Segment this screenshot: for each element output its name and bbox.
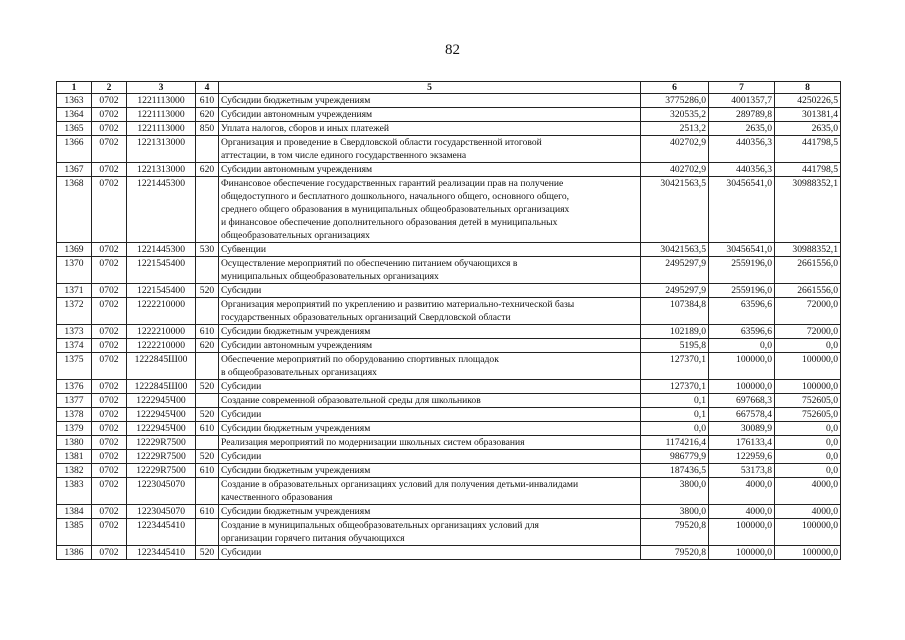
amount-2024-cell: 289789,8 bbox=[709, 108, 775, 122]
section-code-cell: 0702 bbox=[92, 546, 127, 560]
amount-2025-cell: 72000,0 bbox=[775, 298, 841, 325]
amount-2023-cell: 127370,1 bbox=[641, 353, 709, 380]
expense-type-cell: 620 bbox=[196, 163, 219, 177]
row-number-cell: 1374 bbox=[57, 339, 92, 353]
column-header: 3 bbox=[127, 82, 196, 94]
section-code-cell: 0702 bbox=[92, 464, 127, 478]
description-line: Финансовое обеспечение государственных гарантий реализации прав на получение bbox=[221, 178, 564, 189]
section-code-cell: 0702 bbox=[92, 408, 127, 422]
description-line: Субсидии автономным учреждениям bbox=[221, 109, 373, 120]
row-number-cell: 1381 bbox=[57, 450, 92, 464]
description-cell bbox=[219, 546, 641, 560]
amount-2024-cell: 63596,6 bbox=[709, 298, 775, 325]
amount-2025-cell: 4000,0 bbox=[775, 505, 841, 519]
description-line: Субсидии бюджетным учреждениям bbox=[221, 506, 371, 517]
amount-2023-cell: 0,0 bbox=[641, 422, 709, 436]
amount-2024-cell: 4000,0 bbox=[709, 478, 775, 505]
table-row bbox=[57, 546, 841, 560]
amount-2024-cell: 440356,3 bbox=[709, 163, 775, 177]
description-cell bbox=[219, 422, 641, 436]
description-line: Организация и проведение в Свердловской области государственной итоговой bbox=[221, 137, 542, 148]
section-code-cell: 0702 bbox=[92, 394, 127, 408]
amount-2024-cell: 440356,3 bbox=[709, 136, 775, 163]
column-header: 1 bbox=[57, 82, 92, 94]
target-article-cell: 1222210000 bbox=[127, 298, 196, 325]
description-line: Организация мероприятий по укреплению и развитию материально-технической базы bbox=[221, 299, 575, 310]
table-row bbox=[57, 519, 841, 546]
target-article-cell: 1222945Ч00 bbox=[127, 408, 196, 422]
table-row bbox=[57, 450, 841, 464]
amount-2023-cell: 2495297,9 bbox=[641, 284, 709, 298]
description-cell bbox=[219, 505, 641, 519]
amount-2025-cell: 100000,0 bbox=[775, 519, 841, 546]
description-cell bbox=[219, 243, 641, 257]
description-cell bbox=[219, 394, 641, 408]
amount-2023-cell: 3775286,0 bbox=[641, 94, 709, 108]
description-line: Субсидии бюджетным учреждениям bbox=[221, 465, 371, 476]
section-code-cell: 0702 bbox=[92, 257, 127, 284]
amount-2025-cell: 441798,5 bbox=[775, 136, 841, 163]
description-line: качественного образования bbox=[221, 492, 333, 503]
table-body bbox=[57, 94, 841, 560]
description-line: муниципальных общеобразовательных организациях bbox=[221, 271, 439, 282]
amount-2023-cell: 0,1 bbox=[641, 408, 709, 422]
section-code-cell: 0702 bbox=[92, 177, 127, 243]
column-header: 6 bbox=[641, 82, 709, 94]
amount-2025-cell: 100000,0 bbox=[775, 353, 841, 380]
target-article-cell: 1221113000 bbox=[127, 122, 196, 136]
section-code-cell: 0702 bbox=[92, 436, 127, 450]
section-code-cell: 0702 bbox=[92, 380, 127, 394]
section-code-cell: 0702 bbox=[92, 122, 127, 136]
amount-2023-cell: 102189,0 bbox=[641, 325, 709, 339]
amount-2024-cell: 53173,8 bbox=[709, 464, 775, 478]
row-number-cell: 1379 bbox=[57, 422, 92, 436]
description-cell bbox=[219, 163, 641, 177]
row-number-cell: 1368 bbox=[57, 177, 92, 243]
row-number-cell: 1382 bbox=[57, 464, 92, 478]
table-row bbox=[57, 257, 841, 284]
amount-2024-cell: 63596,6 bbox=[709, 325, 775, 339]
target-article-cell: 1222210000 bbox=[127, 339, 196, 353]
table-row bbox=[57, 122, 841, 136]
description-cell bbox=[219, 298, 641, 325]
description-cell bbox=[219, 353, 641, 380]
target-article-cell: 1221445300 bbox=[127, 177, 196, 243]
description-line: Уплата налогов, сборов и иных платежей bbox=[221, 123, 390, 134]
amount-2024-cell: 176133,4 bbox=[709, 436, 775, 450]
expense-type-cell: 620 bbox=[196, 339, 219, 353]
amount-2024-cell: 2559196,0 bbox=[709, 284, 775, 298]
section-code-cell: 0702 bbox=[92, 339, 127, 353]
target-article-cell: 1222845Ш00 bbox=[127, 380, 196, 394]
expense-type-cell bbox=[196, 136, 219, 163]
amount-2024-cell: 100000,0 bbox=[709, 546, 775, 560]
amount-2025-cell: 441798,5 bbox=[775, 163, 841, 177]
description-line: Субсидии bbox=[221, 409, 262, 420]
row-number-cell: 1363 bbox=[57, 94, 92, 108]
description-cell bbox=[219, 339, 641, 353]
table-row bbox=[57, 394, 841, 408]
amount-2023-cell: 402702,9 bbox=[641, 163, 709, 177]
target-article-cell: 1222845Ш00 bbox=[127, 353, 196, 380]
expense-type-cell: 520 bbox=[196, 408, 219, 422]
column-header: 2 bbox=[92, 82, 127, 94]
description-cell bbox=[219, 408, 641, 422]
description-cell bbox=[219, 436, 641, 450]
table-row bbox=[57, 243, 841, 257]
amount-2025-cell: 30988352,1 bbox=[775, 243, 841, 257]
description-cell bbox=[219, 478, 641, 505]
section-code-cell: 0702 bbox=[92, 163, 127, 177]
target-article-cell: 1223445410 bbox=[127, 546, 196, 560]
description-line: и финансовое обеспечение дополнительного образования детей в муниципальных bbox=[221, 217, 558, 228]
description-line: Субсидии bbox=[221, 451, 262, 462]
section-code-cell: 0702 bbox=[92, 325, 127, 339]
amount-2024-cell: 2635,0 bbox=[709, 122, 775, 136]
table-row bbox=[57, 436, 841, 450]
row-number-cell: 1380 bbox=[57, 436, 92, 450]
expense-type-cell: 850 bbox=[196, 122, 219, 136]
amount-2025-cell: 301381,4 bbox=[775, 108, 841, 122]
description-line: государственных образовательных организаций Свердловской области bbox=[221, 312, 511, 323]
amount-2023-cell: 79520,8 bbox=[641, 546, 709, 560]
description-cell bbox=[219, 380, 641, 394]
section-code-cell: 0702 bbox=[92, 519, 127, 546]
header-row bbox=[57, 82, 841, 94]
amount-2024-cell: 122959,6 bbox=[709, 450, 775, 464]
amount-2023-cell: 1174216,4 bbox=[641, 436, 709, 450]
amount-2024-cell: 4000,0 bbox=[709, 505, 775, 519]
amount-2025-cell: 4000,0 bbox=[775, 478, 841, 505]
row-number-cell: 1370 bbox=[57, 257, 92, 284]
table-row bbox=[57, 94, 841, 108]
description-cell bbox=[219, 177, 641, 243]
table-row bbox=[57, 478, 841, 505]
description-cell bbox=[219, 108, 641, 122]
expense-type-cell bbox=[196, 177, 219, 243]
row-number-cell: 1373 bbox=[57, 325, 92, 339]
target-article-cell: 1221313000 bbox=[127, 163, 196, 177]
description-line: аттестации, в том числе единого государственного экзамена bbox=[221, 150, 467, 161]
target-article-cell: 1221313000 bbox=[127, 136, 196, 163]
row-number-cell: 1384 bbox=[57, 505, 92, 519]
amount-2025-cell: 0,0 bbox=[775, 422, 841, 436]
section-code-cell: 0702 bbox=[92, 136, 127, 163]
expense-type-cell bbox=[196, 478, 219, 505]
target-article-cell: 12229R7500 bbox=[127, 464, 196, 478]
expense-type-cell: 520 bbox=[196, 380, 219, 394]
amount-2023-cell: 107384,8 bbox=[641, 298, 709, 325]
section-code-cell: 0702 bbox=[92, 94, 127, 108]
section-code-cell: 0702 bbox=[92, 243, 127, 257]
description-line: Субсидии автономным учреждениям bbox=[221, 164, 373, 175]
amount-2023-cell: 3800,0 bbox=[641, 505, 709, 519]
expense-type-cell bbox=[196, 298, 219, 325]
description-line: Обеспечение мероприятий по оборудованию спортивных площадок bbox=[221, 354, 499, 365]
expense-type-cell: 610 bbox=[196, 422, 219, 436]
description-line: Осуществление мероприятий по обеспечению питанием обучающихся в bbox=[221, 258, 518, 269]
amount-2023-cell: 5195,8 bbox=[641, 339, 709, 353]
expense-type-cell: 610 bbox=[196, 505, 219, 519]
row-number-cell: 1364 bbox=[57, 108, 92, 122]
description-line: организации горячего питания обучающихся bbox=[221, 533, 405, 544]
row-number-cell: 1386 bbox=[57, 546, 92, 560]
target-article-cell: 1221445300 bbox=[127, 243, 196, 257]
amount-2025-cell: 752605,0 bbox=[775, 408, 841, 422]
column-header: 4 bbox=[196, 82, 219, 94]
amount-2025-cell: 2635,0 bbox=[775, 122, 841, 136]
table-row bbox=[57, 422, 841, 436]
expense-type-cell: 520 bbox=[196, 546, 219, 560]
row-number-cell: 1372 bbox=[57, 298, 92, 325]
column-header: 8 bbox=[775, 82, 841, 94]
expense-type-cell: 610 bbox=[196, 94, 219, 108]
row-number-cell: 1367 bbox=[57, 163, 92, 177]
amount-2023-cell: 2513,2 bbox=[641, 122, 709, 136]
description-line: Субсидии автономным учреждениям bbox=[221, 340, 373, 351]
expense-type-cell: 610 bbox=[196, 464, 219, 478]
amount-2025-cell: 0,0 bbox=[775, 436, 841, 450]
row-number-cell: 1377 bbox=[57, 394, 92, 408]
description-line: Создание в муниципальных общеобразовательных организациях условий для bbox=[221, 520, 539, 531]
target-article-cell: 1221545400 bbox=[127, 284, 196, 298]
row-number-cell: 1378 bbox=[57, 408, 92, 422]
section-code-cell: 0702 bbox=[92, 298, 127, 325]
target-article-cell: 1223045070 bbox=[127, 478, 196, 505]
section-code-cell: 0702 bbox=[92, 478, 127, 505]
description-cell bbox=[219, 325, 641, 339]
description-line: Субсидии bbox=[221, 547, 262, 558]
description-line: Субсидии bbox=[221, 381, 262, 392]
amount-2024-cell: 30456541,0 bbox=[709, 243, 775, 257]
budget-table bbox=[56, 81, 841, 560]
target-article-cell: 12229R7500 bbox=[127, 436, 196, 450]
target-article-cell: 1223045070 bbox=[127, 505, 196, 519]
row-number-cell: 1366 bbox=[57, 136, 92, 163]
description-line: среднего общего образования в муниципальных общеобразовательных организациях bbox=[221, 204, 570, 215]
section-code-cell: 0702 bbox=[92, 108, 127, 122]
table-row bbox=[57, 136, 841, 163]
amount-2025-cell: 752605,0 bbox=[775, 394, 841, 408]
table-row bbox=[57, 380, 841, 394]
amount-2024-cell: 100000,0 bbox=[709, 380, 775, 394]
table-row bbox=[57, 464, 841, 478]
amount-2024-cell: 100000,0 bbox=[709, 353, 775, 380]
amount-2024-cell: 30089,9 bbox=[709, 422, 775, 436]
target-article-cell: 1222945Ч00 bbox=[127, 394, 196, 408]
page-number: 82 bbox=[445, 42, 460, 58]
column-header: 7 bbox=[709, 82, 775, 94]
expense-type-cell: 520 bbox=[196, 284, 219, 298]
description-line: Субсидии бюджетным учреждениям bbox=[221, 423, 371, 434]
description-cell bbox=[219, 257, 641, 284]
table-row bbox=[57, 353, 841, 380]
description-line: Субсидии бюджетным учреждениям bbox=[221, 326, 371, 337]
amount-2024-cell: 2559196,0 bbox=[709, 257, 775, 284]
amount-2025-cell: 30988352,1 bbox=[775, 177, 841, 243]
target-article-cell: 1222210000 bbox=[127, 325, 196, 339]
description-cell bbox=[219, 122, 641, 136]
amount-2023-cell: 3800,0 bbox=[641, 478, 709, 505]
description-cell bbox=[219, 450, 641, 464]
table-row bbox=[57, 505, 841, 519]
target-article-cell: 1222945Ч00 bbox=[127, 422, 196, 436]
amount-2023-cell: 986779,9 bbox=[641, 450, 709, 464]
amount-2025-cell: 4250226,5 bbox=[775, 94, 841, 108]
amount-2023-cell: 0,1 bbox=[641, 394, 709, 408]
amount-2024-cell: 0,0 bbox=[709, 339, 775, 353]
expense-type-cell bbox=[196, 519, 219, 546]
target-article-cell: 1223445410 bbox=[127, 519, 196, 546]
amount-2025-cell: 72000,0 bbox=[775, 325, 841, 339]
amount-2024-cell: 4001357,7 bbox=[709, 94, 775, 108]
description-line: общеобразовательных организациях bbox=[221, 230, 370, 241]
table-row bbox=[57, 177, 841, 243]
expense-type-cell bbox=[196, 436, 219, 450]
target-article-cell: 12229R7500 bbox=[127, 450, 196, 464]
table-row bbox=[57, 408, 841, 422]
amount-2025-cell: 0,0 bbox=[775, 339, 841, 353]
amount-2023-cell: 320535,2 bbox=[641, 108, 709, 122]
amount-2025-cell: 100000,0 bbox=[775, 546, 841, 560]
amount-2023-cell: 187436,5 bbox=[641, 464, 709, 478]
section-code-cell: 0702 bbox=[92, 450, 127, 464]
description-line: общедоступного и бесплатного дошкольного, начального общего, основного общего, bbox=[221, 191, 570, 202]
row-number-cell: 1376 bbox=[57, 380, 92, 394]
row-number-cell: 1371 bbox=[57, 284, 92, 298]
expense-type-cell bbox=[196, 353, 219, 380]
expense-type-cell: 520 bbox=[196, 450, 219, 464]
description-cell bbox=[219, 136, 641, 163]
table-row bbox=[57, 325, 841, 339]
target-article-cell: 1221113000 bbox=[127, 94, 196, 108]
expense-type-cell: 620 bbox=[196, 108, 219, 122]
amount-2025-cell: 0,0 bbox=[775, 464, 841, 478]
target-article-cell: 1221113000 bbox=[127, 108, 196, 122]
amount-2023-cell: 127370,1 bbox=[641, 380, 709, 394]
table-row bbox=[57, 284, 841, 298]
column-header: 5 bbox=[219, 82, 641, 94]
amount-2025-cell: 100000,0 bbox=[775, 380, 841, 394]
expense-type-cell bbox=[196, 394, 219, 408]
amount-2024-cell: 667578,4 bbox=[709, 408, 775, 422]
table-row bbox=[57, 298, 841, 325]
amount-2024-cell: 100000,0 bbox=[709, 519, 775, 546]
expense-type-cell: 610 bbox=[196, 325, 219, 339]
row-number-cell: 1375 bbox=[57, 353, 92, 380]
table-row bbox=[57, 108, 841, 122]
target-article-cell: 1221545400 bbox=[127, 257, 196, 284]
section-code-cell: 0702 bbox=[92, 284, 127, 298]
amount-2024-cell: 697668,3 bbox=[709, 394, 775, 408]
description-line: Субвенции bbox=[221, 244, 266, 255]
row-number-cell: 1383 bbox=[57, 478, 92, 505]
table-row bbox=[57, 339, 841, 353]
description-line: Субсидии бюджетным учреждениям bbox=[221, 95, 371, 106]
table-row bbox=[57, 163, 841, 177]
amount-2025-cell: 0,0 bbox=[775, 450, 841, 464]
amount-2023-cell: 30421563,5 bbox=[641, 243, 709, 257]
description-line: Субсидии bbox=[221, 285, 262, 296]
expense-type-cell: 530 bbox=[196, 243, 219, 257]
row-number-cell: 1365 bbox=[57, 122, 92, 136]
amount-2023-cell: 402702,9 bbox=[641, 136, 709, 163]
section-code-cell: 0702 bbox=[92, 422, 127, 436]
amount-2023-cell: 30421563,5 bbox=[641, 177, 709, 243]
description-line: в общеобразовательных организациях bbox=[221, 367, 377, 378]
description-cell bbox=[219, 94, 641, 108]
expense-type-cell bbox=[196, 257, 219, 284]
section-code-cell: 0702 bbox=[92, 505, 127, 519]
amount-2025-cell: 2661556,0 bbox=[775, 257, 841, 284]
description-line: Создание современной образовательной среды для школьников bbox=[221, 395, 481, 406]
amount-2025-cell: 2661556,0 bbox=[775, 284, 841, 298]
description-cell bbox=[219, 284, 641, 298]
amount-2023-cell: 79520,8 bbox=[641, 519, 709, 546]
row-number-cell: 1385 bbox=[57, 519, 92, 546]
description-line: Создание в образовательных организациях условий для получения детьми-инвалидами bbox=[221, 479, 579, 490]
amount-2023-cell: 2495297,9 bbox=[641, 257, 709, 284]
section-code-cell: 0702 bbox=[92, 353, 127, 380]
description-cell bbox=[219, 519, 641, 546]
amount-2024-cell: 30456541,0 bbox=[709, 177, 775, 243]
description-line: Реализация мероприятий по модернизации школьных систем образования bbox=[221, 437, 525, 448]
row-number-cell: 1369 bbox=[57, 243, 92, 257]
description-cell bbox=[219, 464, 641, 478]
